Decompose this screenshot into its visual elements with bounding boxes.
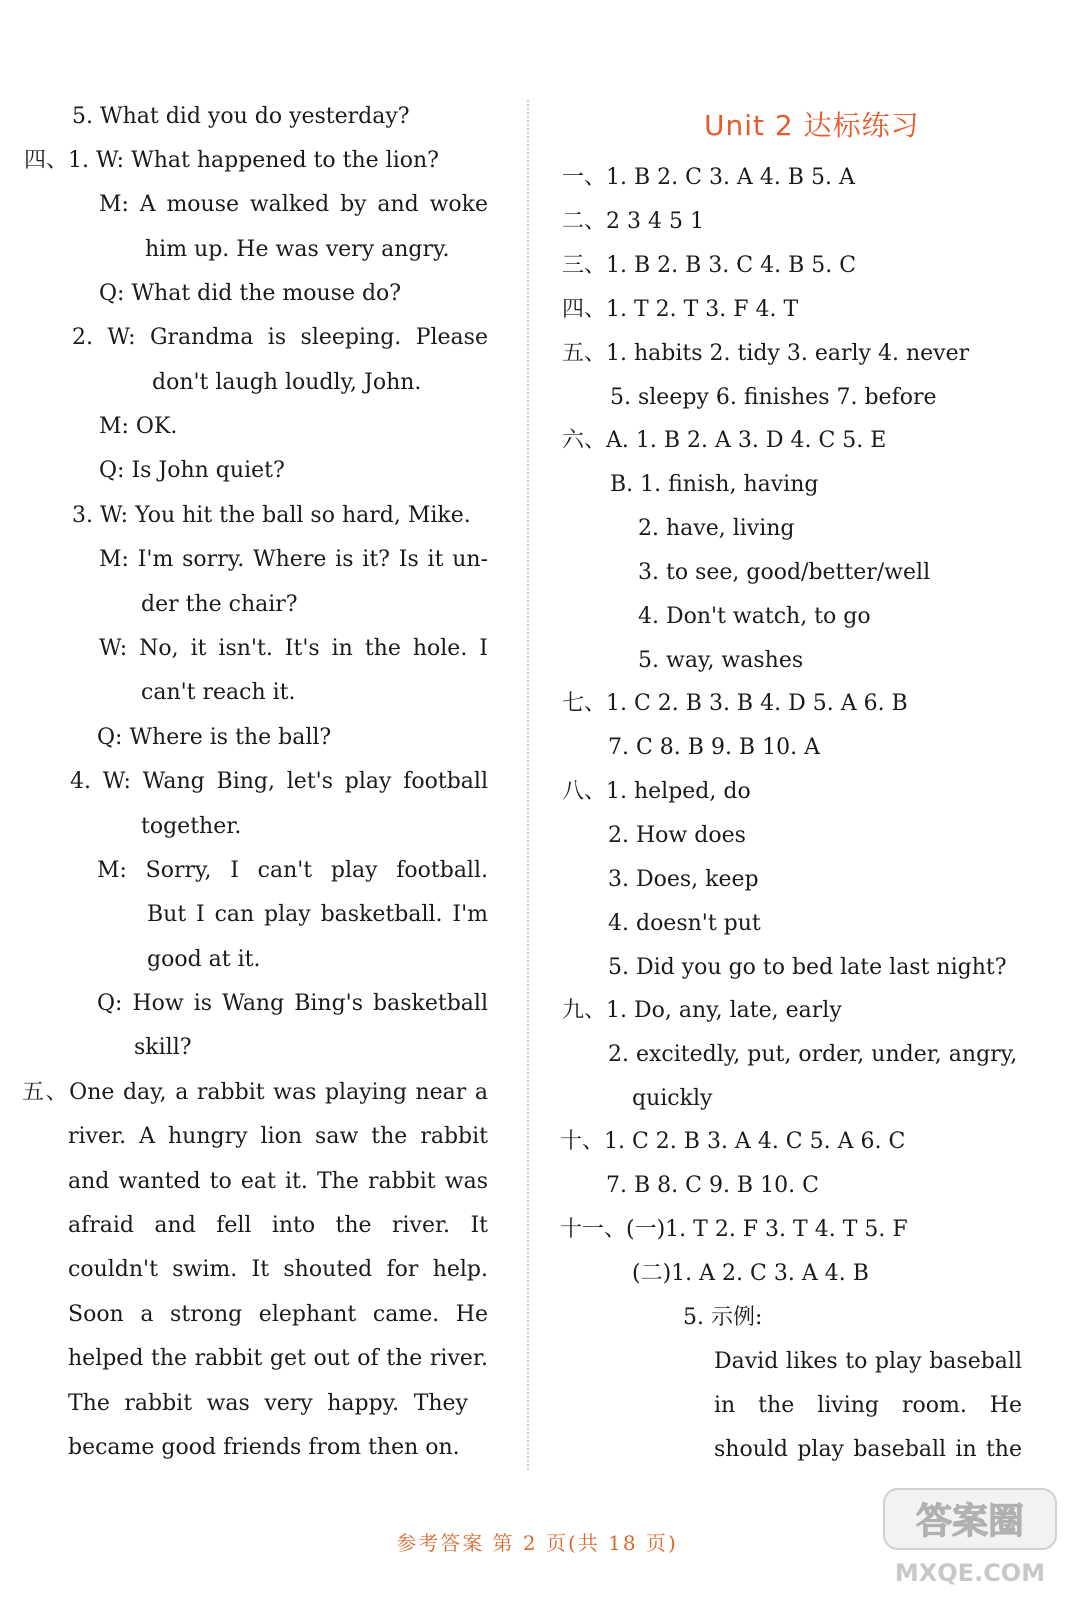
left-line-3: M: A mouse walked by and woke [99, 192, 488, 217]
left-line-18: M: Sorry, I can't play football. [97, 858, 488, 883]
right-line-18: 4. doesn't put [608, 911, 761, 936]
right-line-24: 7. B 8. C 9. B 10. C [606, 1173, 819, 1198]
right-line-5: 五、1. habits 2. tidy 3. early 4. never [562, 341, 970, 366]
left-line-29: helped the rabbit get out of the river. [68, 1346, 488, 1371]
left-line-24: river. A hungry lion saw the rabbit [68, 1124, 488, 1149]
right-line-9: 2. have, living [638, 516, 795, 541]
left-line-10: 3. W: You hit the ball so hard, Mike. [72, 503, 471, 528]
right-line-11: 4. Don't watch, to go [638, 604, 871, 629]
right-line-2: 二、2 3 4 5 1 [562, 209, 704, 234]
right-line-19: 5. Did you go to bed late last night? [608, 955, 1007, 980]
left-line-8: M: OK. [99, 414, 178, 439]
left-line-11: M: I'm sorry. Where is it? Is it un- [99, 547, 488, 572]
right-line-3: 三、1. B 2. B 3. C 4. B 5. C [562, 253, 857, 278]
right-line-10: 3. to see, good/better/well [638, 560, 931, 585]
right-line-16: 2. How does [608, 823, 746, 848]
right-line-15: 八、1. helped, do [562, 779, 751, 804]
left-line-1: 5. What did you do yesterday? [72, 104, 410, 129]
left-line-21: Q: How is Wang Bing's basketball [97, 991, 488, 1016]
left-line-5: Q: What did the mouse do? [99, 281, 402, 306]
left-line-4: him up. He was very angry. [145, 237, 450, 262]
left-line-31: became good friends from then on. [68, 1435, 460, 1460]
right-line-14: 7. C 8. B 9. B 10. A [608, 735, 820, 760]
watermark-logo [880, 1485, 1060, 1595]
svg-text:答案圈: 答案圈 [915, 1501, 1025, 1542]
left-line-20: good at it. [147, 947, 261, 972]
left-line-7: don't laugh loudly, John. [152, 370, 422, 395]
left-line-6: 2. W: Grandma is sleeping. Please [72, 325, 488, 350]
right-line-28: David likes to play baseball [714, 1349, 1022, 1374]
page-footer: 参考答案 第 2 页(共 18 页) [396, 1531, 678, 1555]
right-line-12: 5. way, washes [638, 648, 804, 673]
left-line-26: afraid and fell into the river. It [68, 1213, 488, 1238]
left-line-9: Q: Is John quiet? [99, 458, 285, 483]
right-line-17: 3. Does, keep [608, 867, 759, 892]
right-line-8: B. 1. finish, having [610, 472, 819, 497]
left-line-13: W: No, it isn't. It's in the hole. I [99, 636, 488, 661]
right-line-6: 5. sleepy 6. finishes 7. before [610, 385, 937, 410]
left-line-15: Q: Where is the ball? [97, 725, 332, 750]
right-line-23: 十、1. C 2. B 3. A 4. C 5. A 6. C [560, 1129, 906, 1154]
section-title: Unit 2 达标练习 [704, 109, 920, 142]
left-line-19: But I can play basketball. I'm [147, 902, 488, 927]
left-line-23: 五、One day, a rabbit was playing near a [22, 1080, 488, 1105]
left-line-25: and wanted to eat it. The rabbit was [68, 1169, 488, 1194]
right-line-30: should play baseball in the [714, 1437, 1022, 1462]
left-line-17: together. [141, 814, 242, 839]
right-line-20: 九、1. Do, any, late, early [562, 998, 842, 1023]
right-line-4: 四、1. T 2. T 3. F 4. T [562, 297, 799, 322]
column-divider [527, 100, 529, 1470]
right-line-1: 一、1. B 2. C 3. A 4. B 5. A [562, 165, 855, 190]
right-line-7: 六、A. 1. B 2. A 3. D 4. C 5. E [562, 428, 887, 453]
svg-text:MXQE.COM: MXQE.COM [894, 1559, 1046, 1587]
right-line-22: quickly [632, 1086, 713, 1111]
left-line-27: couldn't swim. It shouted for help. [68, 1257, 488, 1282]
left-line-12: der the chair? [141, 592, 298, 617]
left-line-28: Soon a strong elephant came. He [68, 1302, 488, 1327]
right-line-21: 2. excitedly, put, order, under, angry, [608, 1042, 1018, 1067]
left-line-14: can't reach it. [141, 680, 296, 705]
left-line-16: 4. W: Wang Bing, let's play football [70, 769, 488, 794]
right-line-29: in the living room. He [714, 1393, 1022, 1418]
right-line-27: 5. 示例: [683, 1305, 763, 1330]
right-line-13: 七、1. C 2. B 3. B 4. D 5. A 6. B [562, 691, 908, 716]
left-line-30: The rabbit was very happy. They [68, 1391, 468, 1416]
right-line-26: (二)1. A 2. C 3. A 4. B [632, 1261, 869, 1286]
left-line-22: skill? [134, 1035, 192, 1060]
right-line-25: 十一、(一)1. T 2. F 3. T 4. T 5. F [560, 1217, 908, 1242]
left-line-2: 四、1. W: What happened to the lion? [24, 148, 439, 173]
